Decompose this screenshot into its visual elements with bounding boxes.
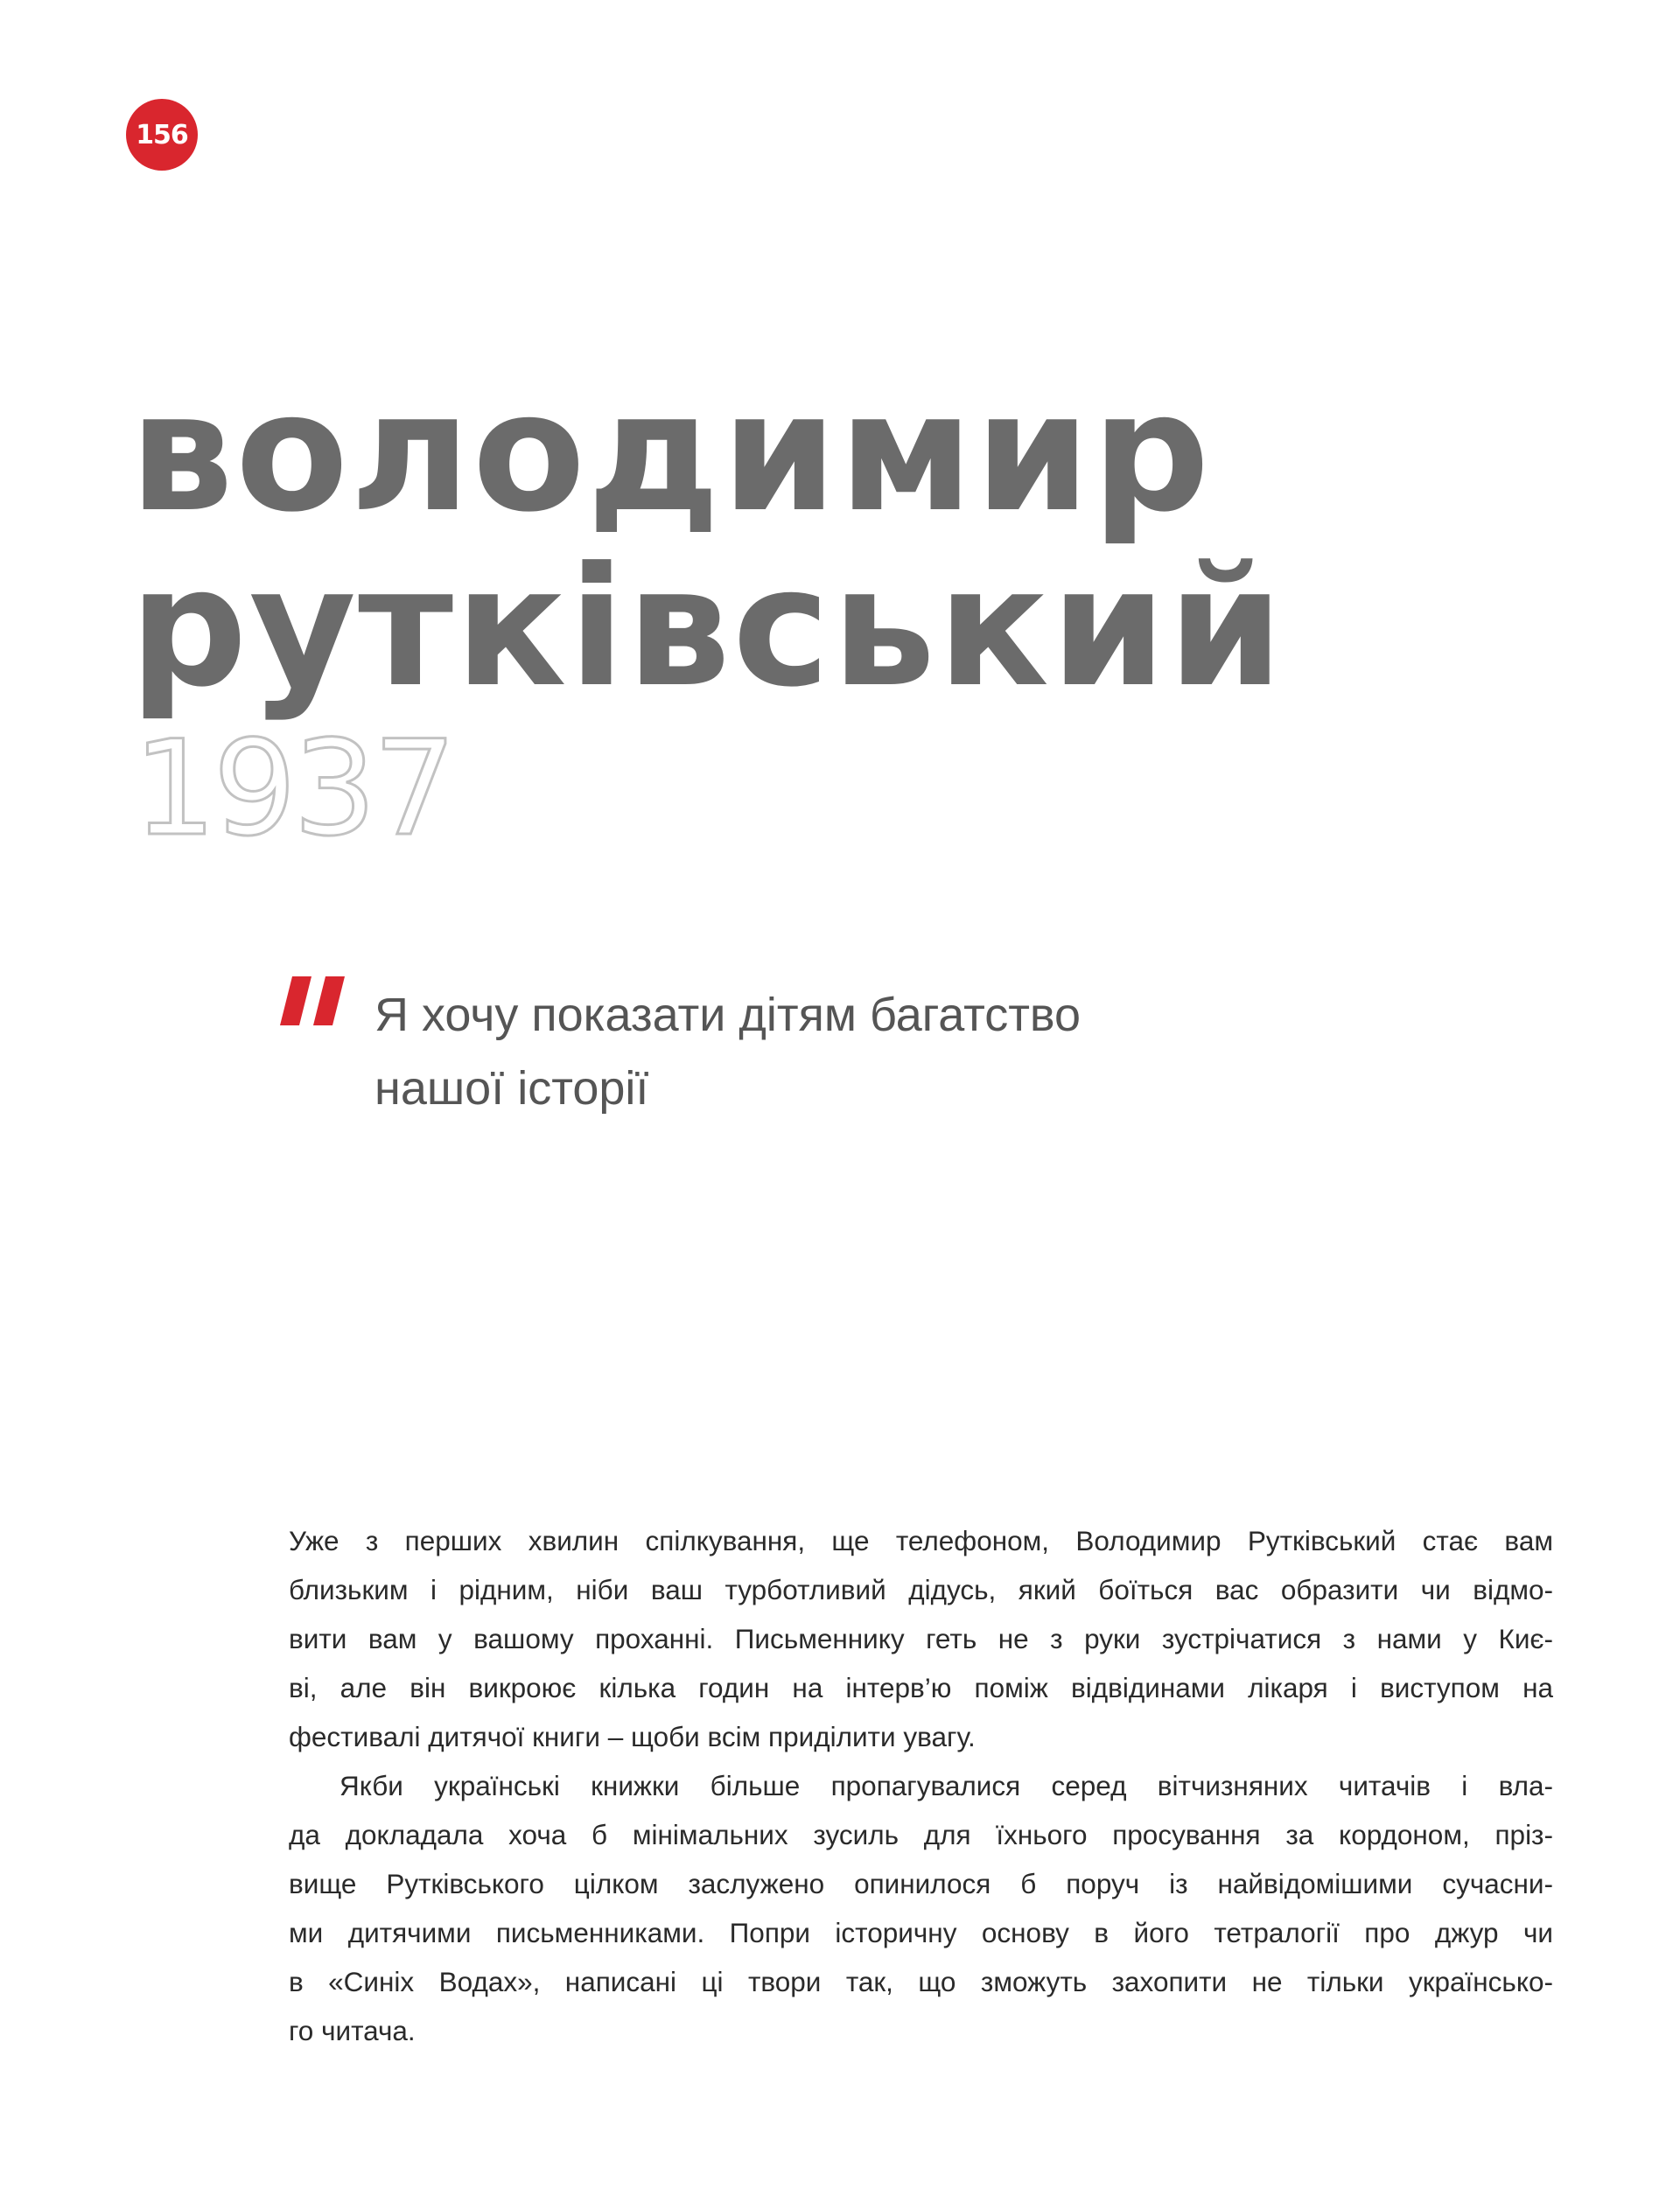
page-number-badge: 156 xyxy=(126,99,198,171)
quote-line: нашої історії xyxy=(374,1062,649,1115)
quote-line: Я хочу показати дітям багатство xyxy=(374,989,1082,1041)
author-quote xyxy=(374,978,1250,1125)
author-name-title xyxy=(130,357,1285,724)
title-line-last-name: рутківський xyxy=(130,532,1285,724)
text-line: ми дитячими письменниками. Попри історичну основу в його тетралогії про джур чи xyxy=(289,1917,1553,1948)
text-line: Уже з перших хвилин спілкування, ще телефоном, Володимир Рутківський стає вам xyxy=(289,1525,1553,1556)
birth-year: 1937 xyxy=(133,713,453,865)
title-line-first-name: володимир xyxy=(130,357,1212,549)
paragraph-second xyxy=(289,1761,1553,2055)
text-line: близьким і рідним, ніби ваш турботливий дідусь, який боїться вас образити чи відмо- xyxy=(289,1574,1553,1605)
text-line: фестивалі дитячої книги – щоби всім приділити увагу. xyxy=(289,1721,976,1752)
article-body xyxy=(289,1516,1553,2055)
paragraph-intro xyxy=(289,1516,1553,1761)
text-line: в «Синіх Водах», написані ці твори так, що зможуть захопити не тільки українсько- xyxy=(289,1966,1553,1997)
text-line: вити вам у вашому проханні. Письменнику геть не з руки зустрічатися з нами у Киє- xyxy=(289,1623,1553,1654)
text-line: Якби українські книжки більше пропагувалися серед вітчизняних читачів і вла- xyxy=(340,1770,1553,1801)
text-line: вище Рутківського цілком заслужено опинилося б поруч із найвідомішими сучасни- xyxy=(289,1868,1553,1899)
text-line: да докладала хоча б мінімальних зусиль для їхнього просування за кордоном, пріз- xyxy=(289,1819,1553,1850)
text-line: ві, але він викроює кілька годин на інтерв’ю поміж відвідинами лікаря і виступом на xyxy=(289,1672,1553,1703)
text-line: го читача. xyxy=(289,2015,416,2046)
quotation-mark-icon xyxy=(280,976,350,1025)
